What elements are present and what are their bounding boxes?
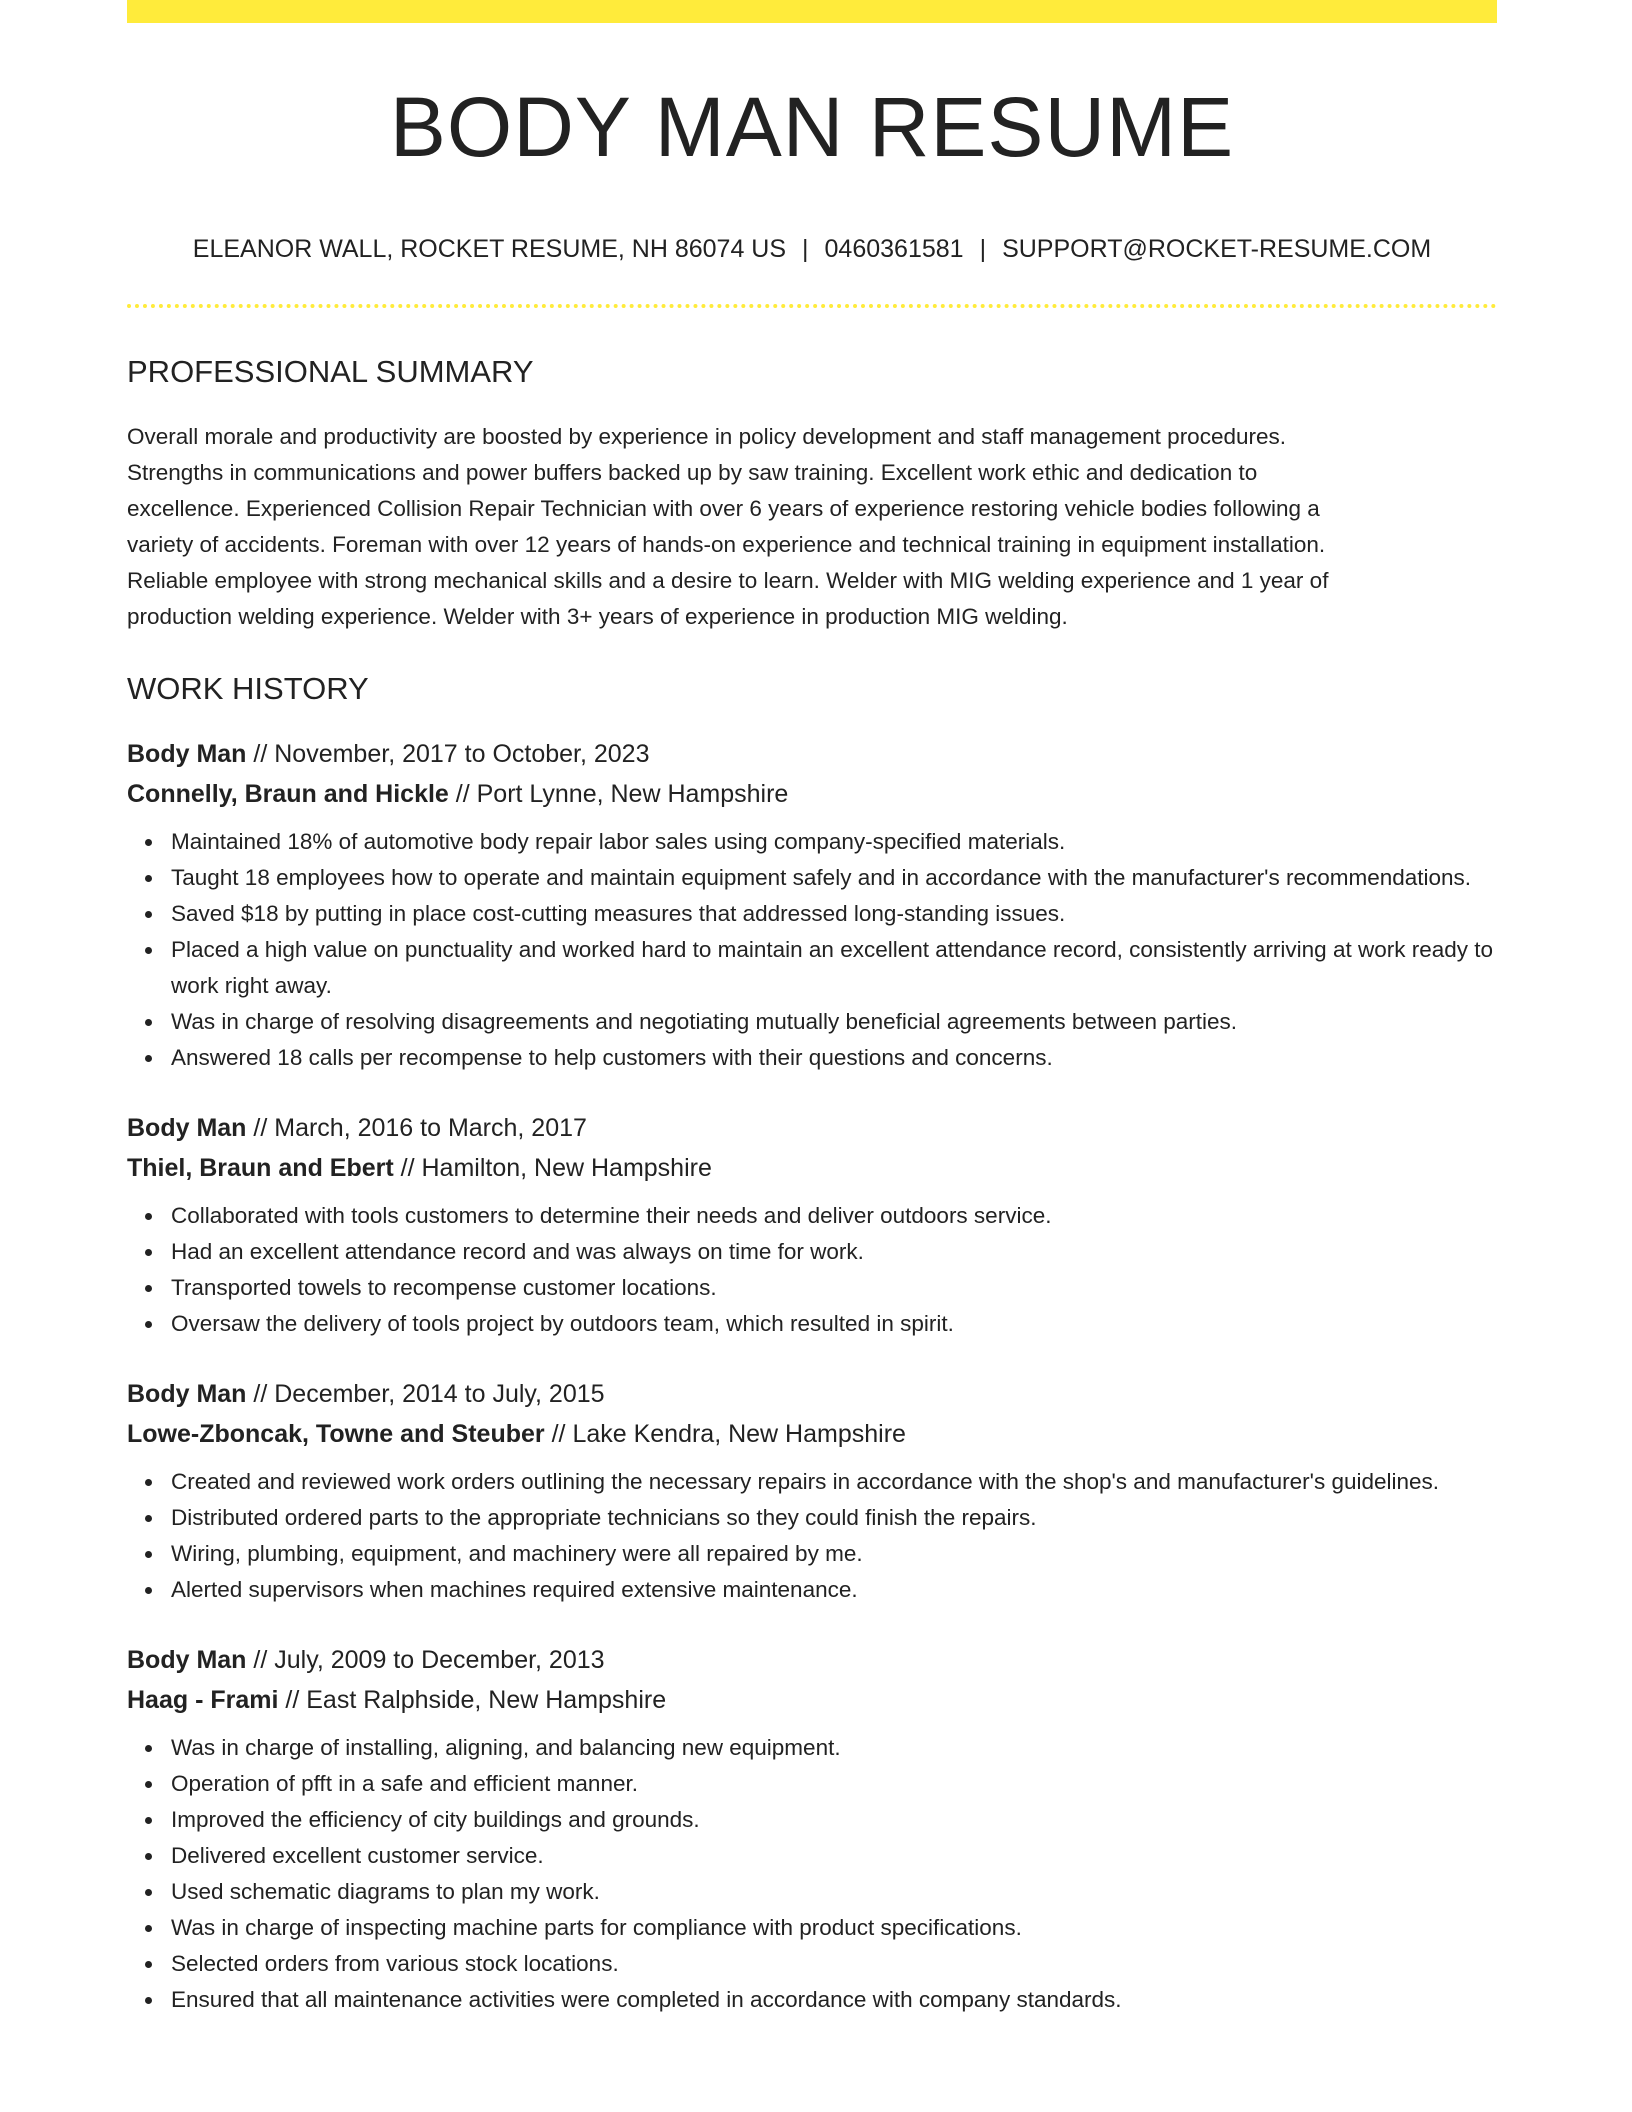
job-bullet: Used schematic diagrams to plan my work. [171,1874,1497,1910]
job-bullets [127,824,1497,1076]
job-bullet: Was in charge of installing, aligning, and balancing new equipment. [171,1730,1497,1766]
summary-line: excellence. Experienced Collision Repair Technician with over 6 years of experience restoring vehicle bodies following a [127,496,1320,521]
job-separator: // [246,1646,275,1674]
job-role-line [127,1640,1497,1680]
summary-line: Overall morale and productivity are boosted by experience in policy development and staff management procedures. [127,424,1286,449]
job-dates: December, 2014 to July, 2015 [274,1380,605,1408]
job-bullet: Selected orders from various stock locations. [171,1946,1497,1982]
job-bullets [127,1464,1497,1608]
contact-separator: | [802,235,809,263]
job-company-line [127,1414,1497,1454]
job-bullet: Ensured that all maintenance activities were completed in accordance with company standards. [171,1982,1497,2018]
summary-line: Reliable employee with strong mechanical skills and a desire to learn. Welder with MIG welding experience and 1 year of [127,568,1329,593]
resume-title: BODY MAN RESUME [389,80,1235,174]
job-bullet: Placed a high value on punctuality and worked hard to maintain an excellent attendance record, consistently arriving at work ready to work right away. [171,932,1497,1004]
job-bullet: Oversaw the delivery of tools project by outdoors team, which resulted in spirit. [171,1306,1497,1342]
contact-email: SUPPORT@ROCKET-RESUME.COM [1002,235,1432,263]
job-company: Haag - Frami [127,1686,279,1714]
summary-text [127,419,1497,635]
job-location: Port Lynne, New Hampshire [476,780,789,808]
job-separator: // [393,1154,422,1182]
job-separator: // [544,1420,573,1448]
job-separator: // [246,740,275,768]
job-separator: // [246,1114,275,1142]
job-company: Connelly, Braun and Hickle [127,780,449,808]
job-bullet: Was in charge of resolving disagreements and negotiating mutually beneficial agreements between parties. [171,1004,1497,1040]
contact-address: ELEANOR WALL, ROCKET RESUME, NH 86074 US [192,235,787,263]
job-bullet: Improved the efficiency of city buildings and grounds. [171,1802,1497,1838]
job-bullet: Had an excellent attendance record and was always on time for work. [171,1234,1497,1270]
accent-top-bar [127,0,1497,23]
job-separator: // [278,1686,307,1714]
job-bullet: Created and reviewed work orders outlining the necessary repairs in accordance with the shop's and manufacturer's guidelines. [171,1464,1497,1500]
job-company-line [127,1148,1497,1188]
job-bullet: Saved $18 by putting in place cost-cutting measures that addressed long-standing issues. [171,896,1497,932]
job-dates: July, 2009 to December, 2013 [274,1646,605,1674]
job-company: Thiel, Braun and Ebert [127,1154,394,1182]
job-company-line [127,1680,1497,1720]
job-bullet: Delivered excellent customer service. [171,1838,1497,1874]
job-role-line [127,1374,1497,1414]
summary-heading: PROFESSIONAL SUMMARY [127,354,534,389]
job-bullet: Transported towels to recompense customer locations. [171,1270,1497,1306]
resume-page [127,0,1497,2018]
job-bullet: Operation of pfft in a safe and efficient manner. [171,1766,1497,1802]
job-location: East Ralphside, New Hampshire [306,1686,667,1714]
job-role: Body Man [127,740,247,768]
contact-phone: 0460361581 [824,235,964,263]
job-company-line [127,774,1497,814]
job-role: Body Man [127,1646,247,1674]
job-bullet: Taught 18 employees how to operate and maintain equipment safely and in accordance with the manufacturer's recommendations. [171,860,1497,896]
job-bullet: Collaborated with tools customers to determine their needs and deliver outdoors service. [171,1198,1497,1234]
job-location: Hamilton, New Hampshire [421,1154,712,1182]
contact-separator: | [979,235,987,263]
job-company: Lowe-Zboncak, Towne and Steuber [127,1420,545,1448]
dotted-divider [127,304,1497,308]
job-bullet: Wiring, plumbing, equipment, and machinery were all repaired by me. [171,1536,1497,1572]
summary-line: Strengths in communications and power buffers backed up by saw training. Excellent work ethic and dedication to [127,460,1258,485]
contact-line [127,237,1497,262]
job-bullet: Distributed ordered parts to the appropriate technicians so they could finish the repairs. [171,1500,1497,1536]
job-bullet: Maintained 18% of automotive body repair labor sales using company-specified materials. [171,824,1497,860]
job-entry [127,1640,1497,2018]
job-separator: // [246,1380,275,1408]
job-role-line [127,1108,1497,1148]
job-bullets [127,1730,1497,2018]
job-entry [127,1108,1497,1342]
job-entry [127,734,1497,1076]
job-location: Lake Kendra, New Hampshire [572,1420,906,1448]
job-bullet: Was in charge of inspecting machine parts for compliance with product specifications. [171,1910,1497,1946]
summary-line: variety of accidents. Foreman with over 12 years of hands-on experience and technical training in equipment installation. [127,532,1326,557]
job-dates: March, 2016 to March, 2017 [274,1114,587,1142]
job-bullet: Answered 18 calls per recompense to help customers with their questions and concerns. [171,1040,1497,1076]
job-role: Body Man [127,1380,247,1408]
job-bullets [127,1198,1497,1342]
job-bullet: Alerted supervisors when machines required extensive maintenance. [171,1572,1497,1608]
job-role-line [127,734,1497,774]
work-history-heading: WORK HISTORY [127,671,369,706]
job-dates: November, 2017 to October, 2023 [274,740,650,768]
job-separator: // [448,780,477,808]
job-role: Body Man [127,1114,247,1142]
summary-line: production welding experience. Welder with 3+ years of experience in production MIG welding. [127,604,1068,629]
job-entry [127,1374,1497,1608]
